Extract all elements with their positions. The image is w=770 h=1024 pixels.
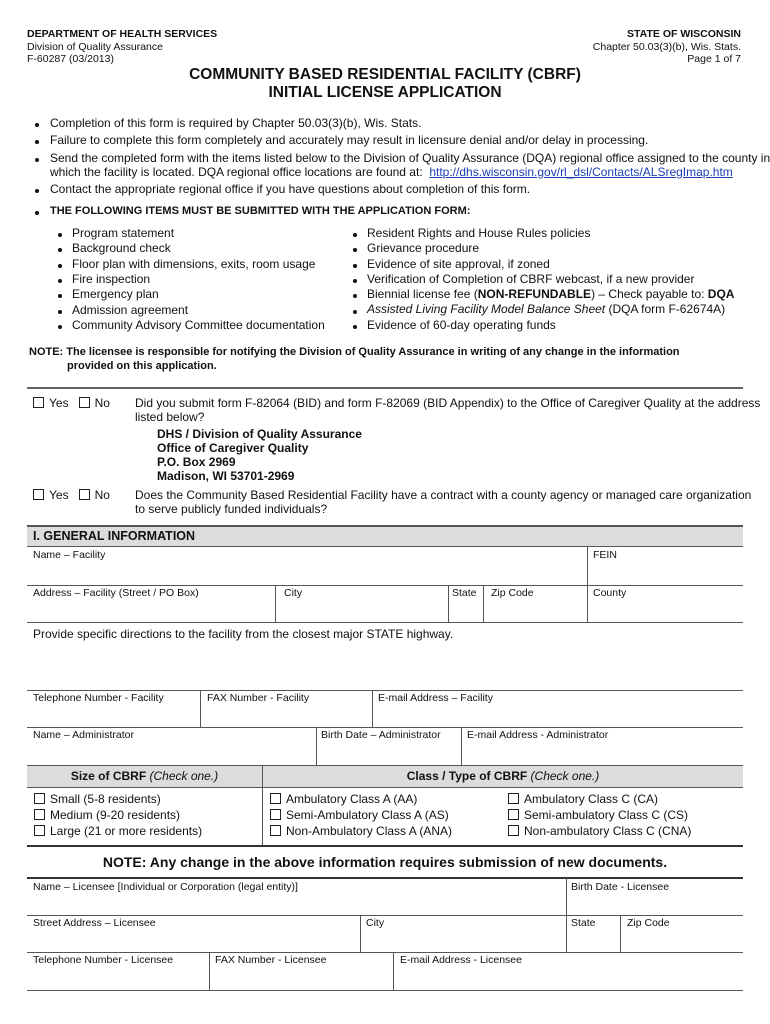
licensee-telephone-field[interactable]: Telephone Number - Licensee bbox=[33, 954, 174, 966]
checkbox-icon bbox=[270, 809, 281, 820]
checkbox-icon bbox=[34, 809, 45, 820]
question-bid: Did you submit form F-82064 (BID) and form F-82069 (BID Appendix) to the Office of Caregiver Quality at the address bbox=[135, 396, 761, 410]
facility-fax-field[interactable]: FAX Number - Facility bbox=[207, 692, 310, 704]
licensee-email-field[interactable]: E-mail Address - Licensee bbox=[400, 954, 522, 966]
note-change-notification: NOTE: The licensee is responsible for notifying the Division of Quality Assurance in writing of any change in the information bbox=[29, 346, 680, 358]
instruction-item: Failure to complete this form completely and accurately may result in licensure denial and/or delay in processing. bbox=[50, 133, 649, 147]
required-item: Grievance procedure bbox=[367, 241, 480, 255]
class-a-option-checkbox[interactable]: Non-Ambulatory Class A (ANA) bbox=[270, 824, 452, 839]
q1-no-checkbox[interactable]: No bbox=[79, 396, 110, 410]
note-change-notification-cont: provided on this application. bbox=[67, 360, 217, 372]
q2-no-checkbox[interactable]: No bbox=[79, 488, 110, 502]
question-contract: Does the Community Based Residential Facility have a contract with a county agency or managed care organization bbox=[135, 488, 752, 502]
licensee-birthdate-field[interactable]: Birth Date - Licensee bbox=[571, 881, 670, 893]
checkbox-icon bbox=[508, 793, 519, 804]
chapter-ref: Chapter 50.03(3)(b), Wis. Stats. bbox=[592, 41, 741, 53]
checkbox-icon bbox=[34, 793, 45, 804]
class-header: Class / Type of CBRF (Check one.) bbox=[406, 769, 600, 783]
question-contract-cont: to serve publicly funded individuals? bbox=[135, 502, 328, 516]
checkbox-icon bbox=[508, 825, 519, 836]
licensee-city-field[interactable]: City bbox=[366, 917, 385, 929]
licensee-state-field[interactable]: State bbox=[571, 917, 596, 929]
required-item: Emergency plan bbox=[72, 287, 159, 302]
question-bid-cont: listed below? bbox=[135, 410, 205, 424]
facility-zip-field[interactable]: Zip Code bbox=[491, 587, 534, 599]
required-item: Evidence of site approval, if zoned bbox=[367, 257, 550, 271]
facility-state-field[interactable]: State bbox=[452, 587, 477, 599]
required-item: Admission agreement bbox=[72, 302, 189, 317]
checkbox-icon bbox=[270, 825, 281, 836]
instruction-item: Completion of this form is required by Chapter 50.03(3)(b), Wis. Stats. bbox=[50, 116, 422, 130]
administrator-name-field[interactable]: Name – Administrator bbox=[33, 729, 134, 741]
facility-telephone-field[interactable]: Telephone Number - Facility bbox=[33, 692, 164, 704]
class-c-option-checkbox[interactable]: Semi-ambulatory Class C (CS) bbox=[508, 808, 688, 823]
instruction-item: Contact the appropriate regional office if you have questions about completion of this form. bbox=[50, 182, 531, 196]
required-item: Floor plan with dimensions, exits, room usage bbox=[72, 256, 316, 271]
size-option-checkbox[interactable]: Large (21 or more residents) bbox=[34, 824, 202, 839]
regional-offices-link[interactable]: http://dhs.wisconsin.gov/rl_dsl/Contacts/ALSregImap.htm bbox=[429, 165, 733, 179]
required-item: Biennial license fee (NON-REFUNDABLE) – Check payable to: DQA bbox=[367, 287, 735, 301]
class-a-option-checkbox[interactable]: Semi-Ambulatory Class A (AS) bbox=[270, 808, 449, 823]
required-item: Background check bbox=[72, 241, 171, 256]
required-item: Program statement bbox=[72, 226, 175, 240]
size-option-checkbox[interactable]: Medium (9-20 residents) bbox=[34, 808, 180, 823]
checkbox-icon bbox=[508, 809, 519, 820]
fein-field[interactable]: FEIN bbox=[593, 549, 617, 561]
required-item: Resident Rights and House Rules policies bbox=[367, 226, 591, 240]
division-name: Division of Quality Assurance bbox=[27, 41, 163, 53]
address-line: Office of Caregiver Quality bbox=[157, 441, 309, 455]
class-c-option-checkbox[interactable]: Non-ambulatory Class C (CNA) bbox=[508, 824, 691, 839]
instruction-item: Send the completed form with the items listed below to the Division of Quality Assurance (DQA) regional office assigned to the county in bbox=[50, 151, 770, 165]
licensee-name-field[interactable]: Name – Licensee [Individual or Corporation (legal entity)] bbox=[33, 881, 298, 893]
facility-county-field[interactable]: County bbox=[593, 587, 627, 599]
administrator-email-field[interactable]: E-mail Address - Administrator bbox=[467, 729, 609, 741]
page-subtitle: INITIAL LICENSE APPLICATION bbox=[268, 84, 502, 101]
checkbox-icon bbox=[34, 825, 45, 836]
department-name: DEPARTMENT OF HEALTH SERVICES bbox=[27, 28, 218, 40]
instruction-item: which the facility is located. DQA regional office locations are found at: bbox=[50, 165, 423, 179]
address-line: DHS / Division of Quality Assurance bbox=[157, 427, 362, 441]
size-option-checkbox[interactable]: Small (5-8 residents) bbox=[34, 792, 161, 807]
licensee-zip-field[interactable]: Zip Code bbox=[627, 917, 670, 929]
note-any-change: NOTE: Any change in the above information requires submission of new documents. bbox=[102, 854, 668, 870]
licensee-street-field[interactable]: Street Address – Licensee bbox=[33, 917, 156, 929]
q1-yes-checkbox[interactable]: Yes bbox=[33, 396, 69, 410]
class-c-option-checkbox[interactable]: Ambulatory Class C (CA) bbox=[508, 792, 658, 807]
address-line: P.O. Box 2969 bbox=[157, 455, 236, 469]
required-item: Verification of Completion of CBRF webcast, if a new provider bbox=[367, 272, 695, 286]
required-item: Evidence of 60-day operating funds bbox=[367, 318, 556, 332]
section-general-information: I. GENERAL INFORMATION bbox=[33, 529, 196, 543]
state-name: STATE OF WISCONSIN bbox=[627, 28, 741, 40]
form-number: F-60287 (03/2013) bbox=[27, 53, 114, 65]
size-header: Size of CBRF (Check one.) bbox=[70, 769, 219, 783]
facility-name-field[interactable]: Name – Facility bbox=[33, 549, 106, 561]
facility-email-field[interactable]: E-mail Address – Facility bbox=[378, 692, 493, 704]
required-item: Fire inspection bbox=[72, 271, 151, 286]
facility-address-field[interactable]: Address – Facility (Street / PO Box) bbox=[33, 587, 199, 599]
page-title: COMMUNITY BASED RESIDENTIAL FACILITY (CBRF) bbox=[189, 66, 581, 83]
required-items-heading: THE FOLLOWING ITEMS MUST BE SUBMITTED WITH THE APPLICATION FORM: bbox=[50, 205, 471, 217]
checkbox-icon bbox=[270, 793, 281, 804]
page-number: Page 1 of 7 bbox=[687, 53, 741, 65]
address-line: Madison, WI 53701-2969 bbox=[157, 469, 295, 483]
licensee-fax-field[interactable]: FAX Number - Licensee bbox=[215, 954, 327, 966]
required-item: Community Advisory Committee documentation bbox=[72, 317, 325, 332]
facility-city-field[interactable]: City bbox=[284, 587, 303, 599]
administrator-birthdate-field[interactable]: Birth Date – Administrator bbox=[321, 729, 441, 741]
q2-yes-checkbox[interactable]: Yes bbox=[33, 488, 69, 502]
directions-field[interactable]: Provide specific directions to the facility from the closest major STATE highway. bbox=[33, 627, 454, 641]
required-item: Assisted Living Facility Model Balance Sheet (DQA form F-62674A) bbox=[367, 302, 726, 316]
class-a-option-checkbox[interactable]: Ambulatory Class A (AA) bbox=[270, 792, 417, 807]
